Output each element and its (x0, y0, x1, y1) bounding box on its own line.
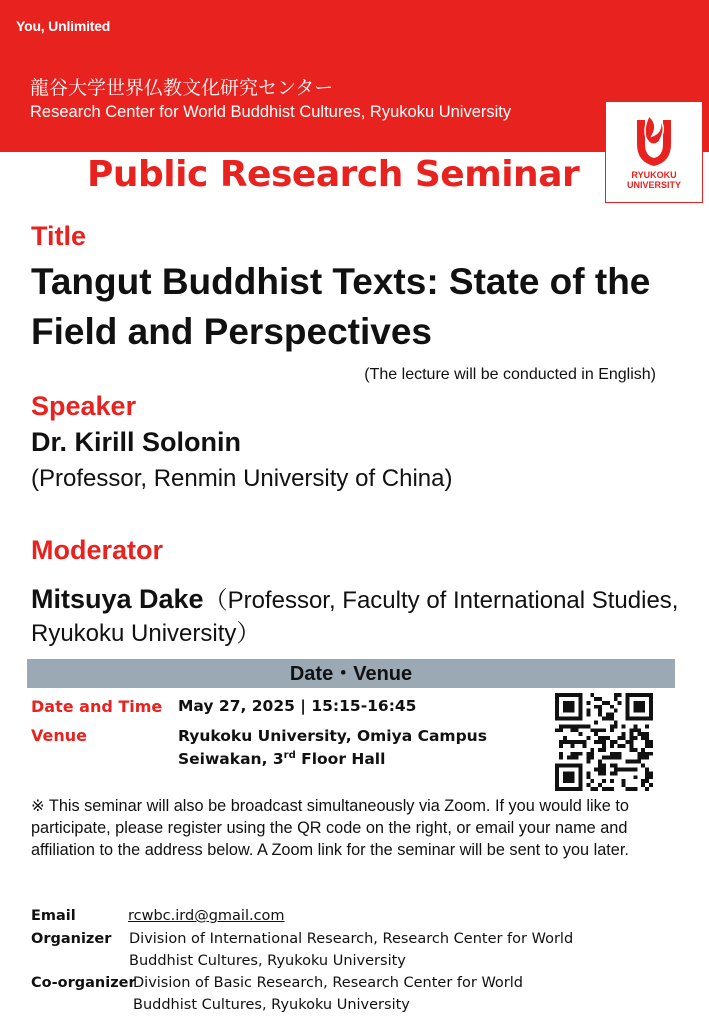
venue-label: Venue (31, 726, 87, 745)
date-venue-heading: Date・Venue (27, 659, 675, 688)
date-value: May 27, 2025 | 15:15-16:45 (178, 697, 417, 715)
organizer-line1: Division of International Research, Research Center for World (129, 931, 574, 947)
university-logo (605, 101, 703, 203)
email-address[interactable]: rcwbc.ird@gmail.com (128, 908, 285, 924)
title-label: Title (31, 221, 87, 251)
organizer-value (129, 928, 573, 972)
venue-line1: Ryukoku University, Omiya Campus (178, 727, 487, 745)
org-name-english: Research Center for World Buddhist Cultures, Ryukoku University (30, 103, 512, 121)
coorganizer-value (133, 972, 523, 1016)
qr-code[interactable] (555, 693, 653, 791)
tagline: You, Unlimited (16, 18, 111, 34)
moderator-affiliation: （Professor, Faculty of International Studies, Ryukoku University） (31, 587, 679, 647)
seminar-heading: Public Research Seminar (87, 154, 580, 195)
speaker-name: Dr. Kirill Solonin (31, 427, 242, 457)
venue-line2-prefix: Seiwakan, 3 (178, 750, 284, 769)
venue-line2 (178, 750, 385, 768)
venue-line2-sup: rd (283, 750, 296, 761)
ryukoku-logo-icon (633, 114, 675, 168)
talk-title: Tangut Buddhist Texts: State of the Field and Perspectives (31, 261, 651, 352)
speaker-label: Speaker (31, 391, 137, 421)
date-label: Date and Time (31, 697, 163, 716)
email-link[interactable] (128, 905, 285, 927)
coorganizer-label: Co-organizer (31, 975, 136, 991)
coorganizer-line2: Buddhist Cultures, Ryukoku University (133, 997, 410, 1013)
language-note: (The lecture will be conducted in English) (364, 366, 656, 383)
organizer-label: Organizer (31, 931, 112, 947)
venue-line2-suffix: Floor Hall (295, 750, 386, 769)
logo-text (606, 170, 702, 190)
moderator-name: Mitsuya Dake (31, 584, 204, 614)
zoom-notice: ※ This seminar will also be broadcast simultaneously via Zoom. If you would like to participate, please register using the QR code on the right, or email your name and affiliation to the address below. A Zoom link for the seminar will be sent to you later. (31, 797, 629, 859)
speaker-affiliation: (Professor, Renmin University of China) (31, 465, 453, 492)
header-banner (0, 0, 709, 152)
logo-text-line1: RYUKOKU (631, 170, 677, 180)
moderator-label: Moderator (31, 535, 164, 565)
organizer-line2: Buddhist Cultures, Ryukoku University (129, 953, 406, 969)
logo-text-line2: UNIVERSITY (626, 180, 681, 190)
email-label: Email (31, 908, 76, 924)
coorganizer-line1: Division of Basic Research, Research Center for World (133, 975, 523, 991)
org-name-japanese: 龍谷大学世界仏教文化研究センター (30, 77, 334, 99)
moderator-line (31, 583, 691, 650)
